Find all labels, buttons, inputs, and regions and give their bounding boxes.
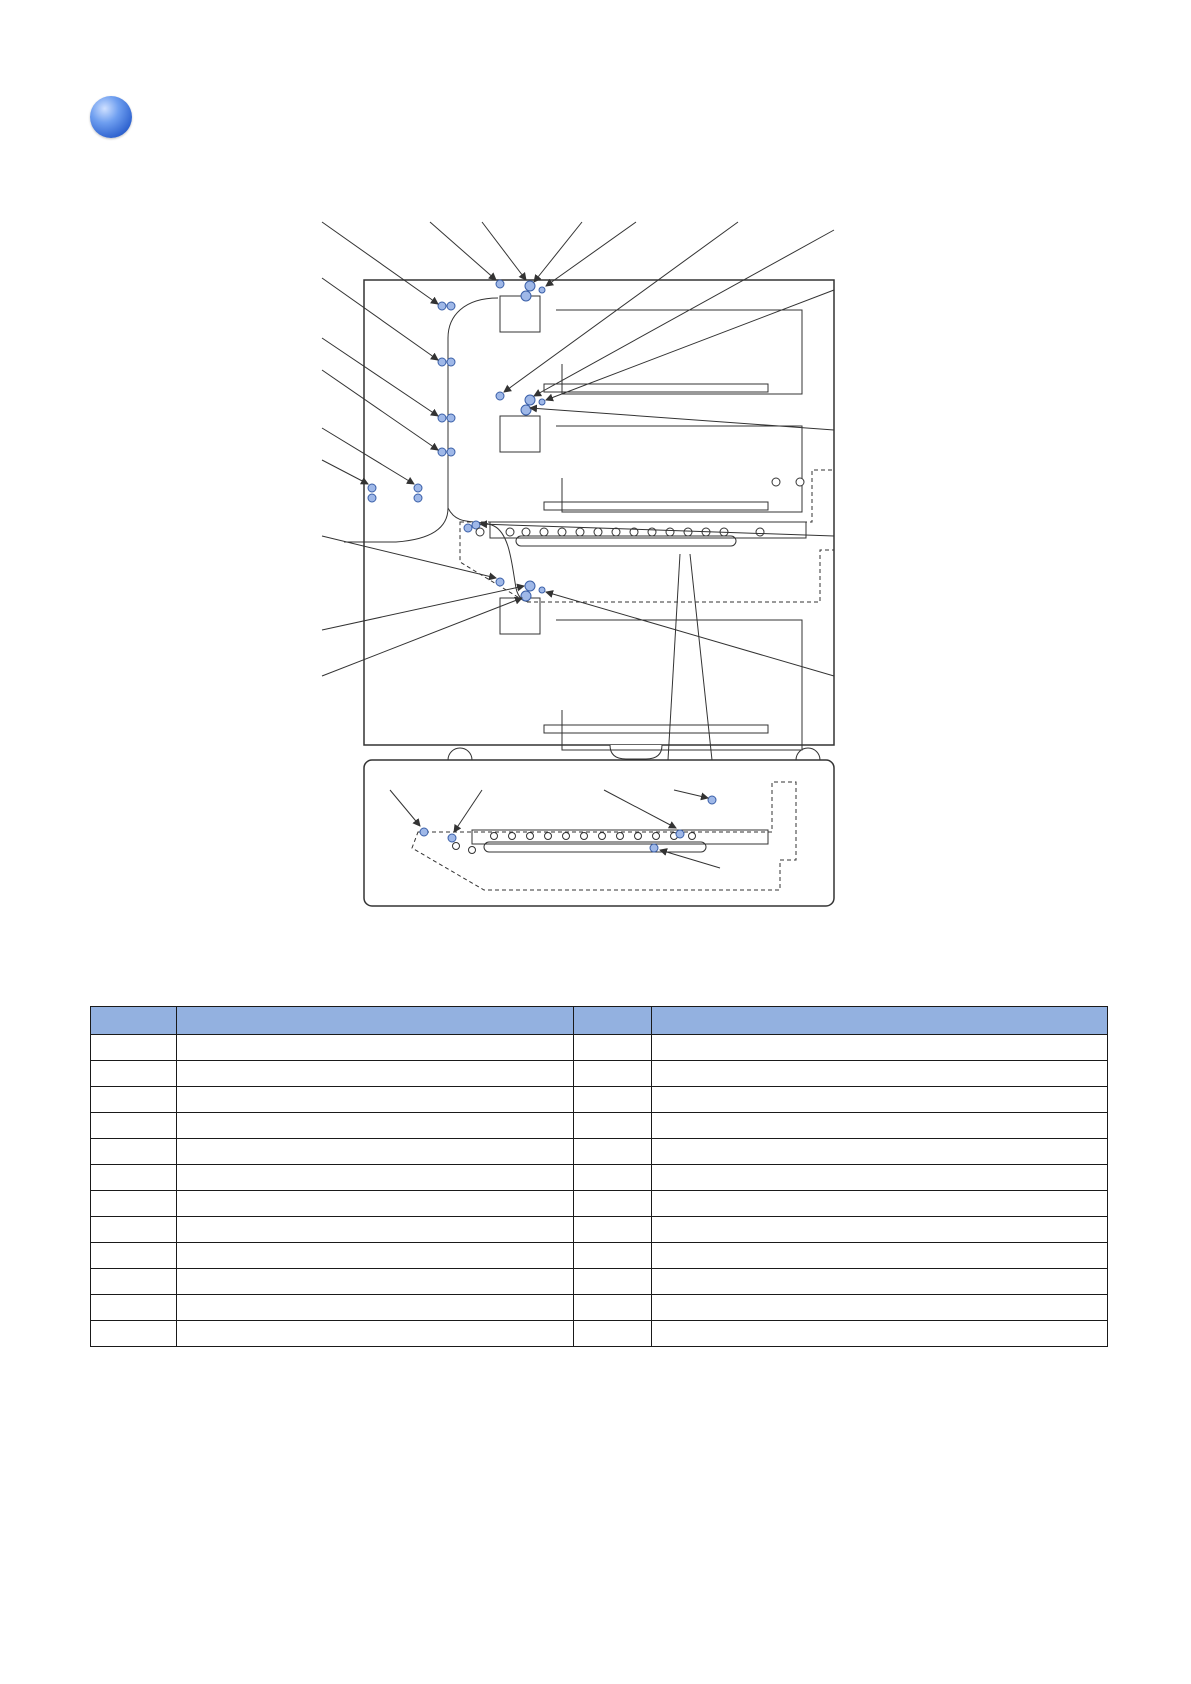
table-cell (574, 1243, 652, 1269)
diagram-svg (320, 220, 880, 980)
table-cell (574, 1061, 652, 1087)
leader-lines (322, 222, 834, 760)
table-row (91, 1035, 1108, 1061)
table-row (91, 1295, 1108, 1321)
detail-inset (364, 760, 834, 906)
table-cell (574, 1191, 652, 1217)
drawer-2 (556, 426, 802, 512)
table-cell (651, 1269, 1107, 1295)
table-row (91, 1061, 1108, 1087)
table-header-row (91, 1007, 1108, 1035)
section-bullet-icon (90, 96, 132, 138)
table-cell (651, 1217, 1107, 1243)
table-cell (177, 1087, 574, 1113)
table-cell (91, 1321, 177, 1347)
table-cell (91, 1191, 177, 1217)
table-cell (91, 1061, 177, 1087)
table-cell (177, 1295, 574, 1321)
rollers-pickup (496, 280, 545, 601)
table-cell (651, 1295, 1107, 1321)
table-cell (574, 1035, 652, 1061)
table-row (91, 1321, 1108, 1347)
rollers-vertical (368, 302, 480, 532)
table-cell (91, 1217, 177, 1243)
table-row (91, 1113, 1108, 1139)
pickup-block-1 (500, 296, 540, 332)
roller-layout-diagram (320, 220, 880, 980)
table-cell (91, 1113, 177, 1139)
table-cell (91, 1087, 177, 1113)
table-cell (651, 1061, 1107, 1087)
caster-center (610, 745, 662, 759)
rollers-duplex (476, 478, 804, 536)
pickup-block-2 (500, 416, 540, 452)
table-cell (574, 1295, 652, 1321)
table-cell (574, 1087, 652, 1113)
drawer-1 (556, 310, 802, 394)
table-cell (651, 1191, 1107, 1217)
header-name-2 (651, 1007, 1107, 1035)
table-cell (651, 1243, 1107, 1269)
table-row (91, 1269, 1108, 1295)
table-cell (177, 1035, 574, 1061)
table-row (91, 1217, 1108, 1243)
table-cell (91, 1165, 177, 1191)
table-cell (177, 1191, 574, 1217)
table-cell (91, 1269, 177, 1295)
table-cell (651, 1165, 1107, 1191)
drawer-3 (556, 620, 802, 750)
header-no (91, 1007, 177, 1035)
header-no-2 (574, 1007, 652, 1035)
table-cell (574, 1139, 652, 1165)
table-cell (177, 1165, 574, 1191)
table-cell (177, 1061, 574, 1087)
table-row (91, 1139, 1108, 1165)
table-row (91, 1087, 1108, 1113)
header-name (177, 1007, 574, 1035)
table-cell (574, 1321, 652, 1347)
table-row (91, 1191, 1108, 1217)
table-cell (177, 1243, 574, 1269)
vertical-feed-path (344, 298, 498, 542)
table-cell (574, 1269, 652, 1295)
table-cell (91, 1035, 177, 1061)
table-cell (91, 1139, 177, 1165)
table-row (91, 1243, 1108, 1269)
table-cell (651, 1139, 1107, 1165)
table-cell (574, 1217, 652, 1243)
table-row (91, 1165, 1108, 1191)
parts-table (90, 1006, 1108, 1347)
table-cell (651, 1113, 1107, 1139)
table-cell (574, 1165, 652, 1191)
table-cell (177, 1139, 574, 1165)
drawer-3-plate (544, 725, 768, 733)
table-cell (651, 1035, 1107, 1061)
drawer-2-plate (544, 502, 768, 510)
table-cell (91, 1295, 177, 1321)
table-cell (177, 1269, 574, 1295)
table-cell (651, 1321, 1107, 1347)
table-cell (91, 1243, 177, 1269)
table-cell (574, 1113, 652, 1139)
pickup-block-3 (500, 598, 540, 634)
table-cell (177, 1217, 574, 1243)
table-cell (177, 1113, 574, 1139)
table-cell (651, 1087, 1107, 1113)
table-cell (177, 1321, 574, 1347)
